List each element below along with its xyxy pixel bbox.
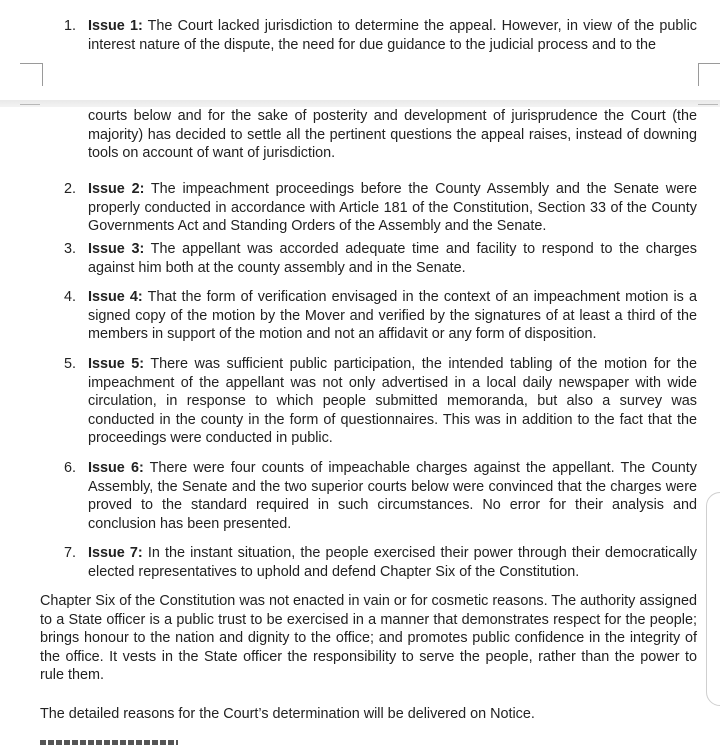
list-number: 3.: [64, 241, 77, 257]
list-item-issue-6: [64, 459, 698, 533]
issue-label: Issue 4:: [88, 289, 143, 305]
list-item-issue-7: [64, 544, 697, 581]
page-break: [0, 100, 720, 107]
issue-label: Issue 3:: [88, 241, 145, 257]
list-number: 2.: [64, 181, 77, 197]
issue-label: Issue 6:: [88, 460, 144, 476]
page-break-line-right: [698, 104, 718, 105]
list-number: 1.: [64, 18, 77, 34]
side-scroll-tab[interactable]: [706, 492, 720, 706]
issue-label: Issue 7:: [88, 545, 143, 561]
page-break-line-left: [20, 104, 40, 105]
issue-text: That the form of verification envisaged in the context of an impeachment motion is a signed copy of the motion by the Mover and verified by the signatures of at least a third of the members in support of the motion and not an affidavit or any form of disposition.: [88, 289, 698, 343]
issue-label: Issue 1:: [88, 18, 143, 34]
closing-paragraph: The detailed reasons for the Court’s determination will be delivered on Notice.: [40, 706, 535, 722]
list-number: 7.: [64, 545, 77, 561]
issue-1-continuation: courts below and for the sake of posterity and development of jurisprudence the Court (the majority) has decided to settle all the pertinent questions the appeal raises, instead of downing tools on account of want of jurisdiction.: [88, 108, 697, 162]
list-item-issue-4: [64, 288, 698, 344]
issue-label: Issue 5:: [88, 356, 145, 372]
list-item-issue-5: [64, 355, 698, 448]
list-number: 5.: [64, 356, 77, 372]
list-item-issue-2: [64, 180, 697, 236]
issue-text: In the instant situation, the people exercised their power through their democratically elected representatives to uphold and defend Chapter Six of the Constitution.: [88, 545, 697, 580]
chapter-six-paragraph: Chapter Six of the Constitution was not enacted in vain or for cosmetic reasons. The authority assigned to a State officer is a public trust to be exercised in a manner that demonstrates respect for the people; brings honour to the nation and dignity to the office; and promotes public confidence in the integrity of the office. It vests in the State officer the responsibility to serve the people, rather than the power to rule them.: [40, 593, 697, 684]
issue-text: There was sufficient public participation, the intended tabling of the motion for the impeachment of the appellant was not only advertised in a local daily newspaper with wide circulation, in response to which people submitted memoranda, but also a survey was conducted in the county in the form of questionnaires. This was in addition to the fact that the proceedings were conducted in public.: [88, 356, 698, 447]
list-number: 4.: [64, 289, 77, 305]
issue-text: There were four counts of impeachable charges against the appellant. The County Assembly, the Senate and the two superior courts below were convinced that the charges were proved to the standard required in such circumstances. No error for their analysis and conclusion has been presented.: [88, 460, 698, 532]
page-corner-mark-left: [20, 63, 43, 86]
list-number: 6.: [64, 460, 77, 476]
issue-label: Issue 2:: [88, 181, 145, 197]
list-item-issue-1: [64, 17, 697, 54]
issue-text: The Court lacked jurisdiction to determine the appeal. However, in view of the public interest nature of the dispute, the need for due guidance to the judicial process and to the: [88, 18, 697, 53]
issue-text: The impeachment proceedings before the County Assembly and the Senate were properly conducted in accordance with Article 181 of the Constitution, Section 33 of the County Governments Act and Standing Orders of the Assembly and the Senate.: [88, 181, 697, 235]
footer-divider: [40, 740, 178, 745]
page-corner-mark-right: [698, 63, 720, 86]
issue-text: The appellant was accorded adequate time and facility to respond to the charges against him both at the county assembly and in the Senate.: [88, 241, 697, 276]
list-item-issue-3: [64, 240, 697, 277]
